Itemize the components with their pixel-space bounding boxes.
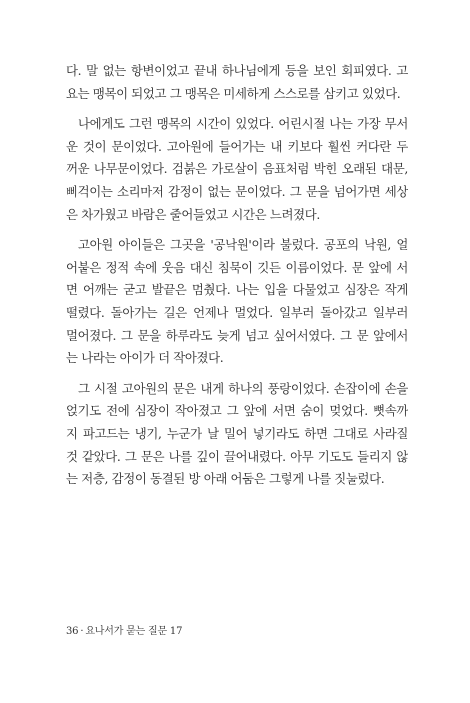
text-line: 요는 맹목이 되었고 그 맹목은 미세하게 스스로를 삼키고 있었다. bbox=[66, 85, 401, 101]
page-footer bbox=[66, 622, 182, 637]
text-line: 나에게도 그런 맹목의 시간이 있었다. 어린시절 나는 가장 무서 bbox=[78, 116, 408, 132]
text-line: 다. 말 없는 항변이었고 끝내 하나님에게 등을 보인 회피였다. 고 bbox=[66, 63, 408, 78]
text-line: 것 같았다. 그 문은 나를 깊이 끌어내렸다. 아무 기도도 들리지 않 bbox=[66, 448, 408, 464]
text-line: 얹기도 전에 심장이 작아졌고 그 앞에 서면 숨이 멎었다. 뼛속까 bbox=[66, 403, 408, 419]
text-line: 어붙은 정적 속에 웃음 대신 침묵이 깃든 이름이었다. 문 앞에 서 bbox=[66, 259, 408, 275]
text-line: 는 나라는 아이가 더 작아졌다. bbox=[66, 350, 224, 366]
footer-separator: · bbox=[80, 626, 84, 637]
text-line: 꺼운 나무문이었다. 검붉은 가로살이 음표처럼 박힌 오래된 대문, bbox=[66, 161, 408, 177]
text-line: 면 어깨는 굳고 발끝은 멈췄다. 나는 입을 다물었고 심장은 작게 bbox=[66, 282, 408, 298]
book-title: 요나서가 묻는 질문 17 bbox=[85, 626, 183, 637]
text-line: 멀어졌다. 그 문을 하루라도 늦게 넘고 싶어서였다. 그 문 앞에서 bbox=[66, 327, 408, 343]
page-number: 36 bbox=[66, 626, 79, 637]
text-line: 그 시절 고아원의 문은 내게 하나의 풍랑이었다. 손잡이에 손을 bbox=[78, 380, 408, 396]
text-line: 은 차가웠고 바람은 줄어들었고 시간은 느려졌다. bbox=[66, 206, 320, 222]
text-line: 지 파고드는 냉기, 누군가 날 밀어 넣기라도 하면 그대로 사라질 bbox=[66, 425, 408, 441]
text-line: 는 저층, 감정이 동결된 방 아래 어둠은 그렇게 나를 짓눌렀다. bbox=[66, 471, 385, 487]
text-line: 운 것이 문이었다. 고아원에 들어가는 내 키보다 훨씬 커다란 두 bbox=[66, 138, 408, 154]
text-line: 고아원 아이들은 그곳을 '공낙원'이라 불렀다. 공포의 낙원, 얼 bbox=[78, 237, 408, 253]
text-line: 떨렸다. 돌아가는 길은 언제나 멀었다. 일부러 돌아갔고 일부러 bbox=[66, 304, 408, 320]
text-line: 삐걱이는 소리마저 감정이 없는 문이었다. 그 문을 넘어가면 세상 bbox=[66, 183, 408, 199]
body-text bbox=[66, 60, 408, 491]
